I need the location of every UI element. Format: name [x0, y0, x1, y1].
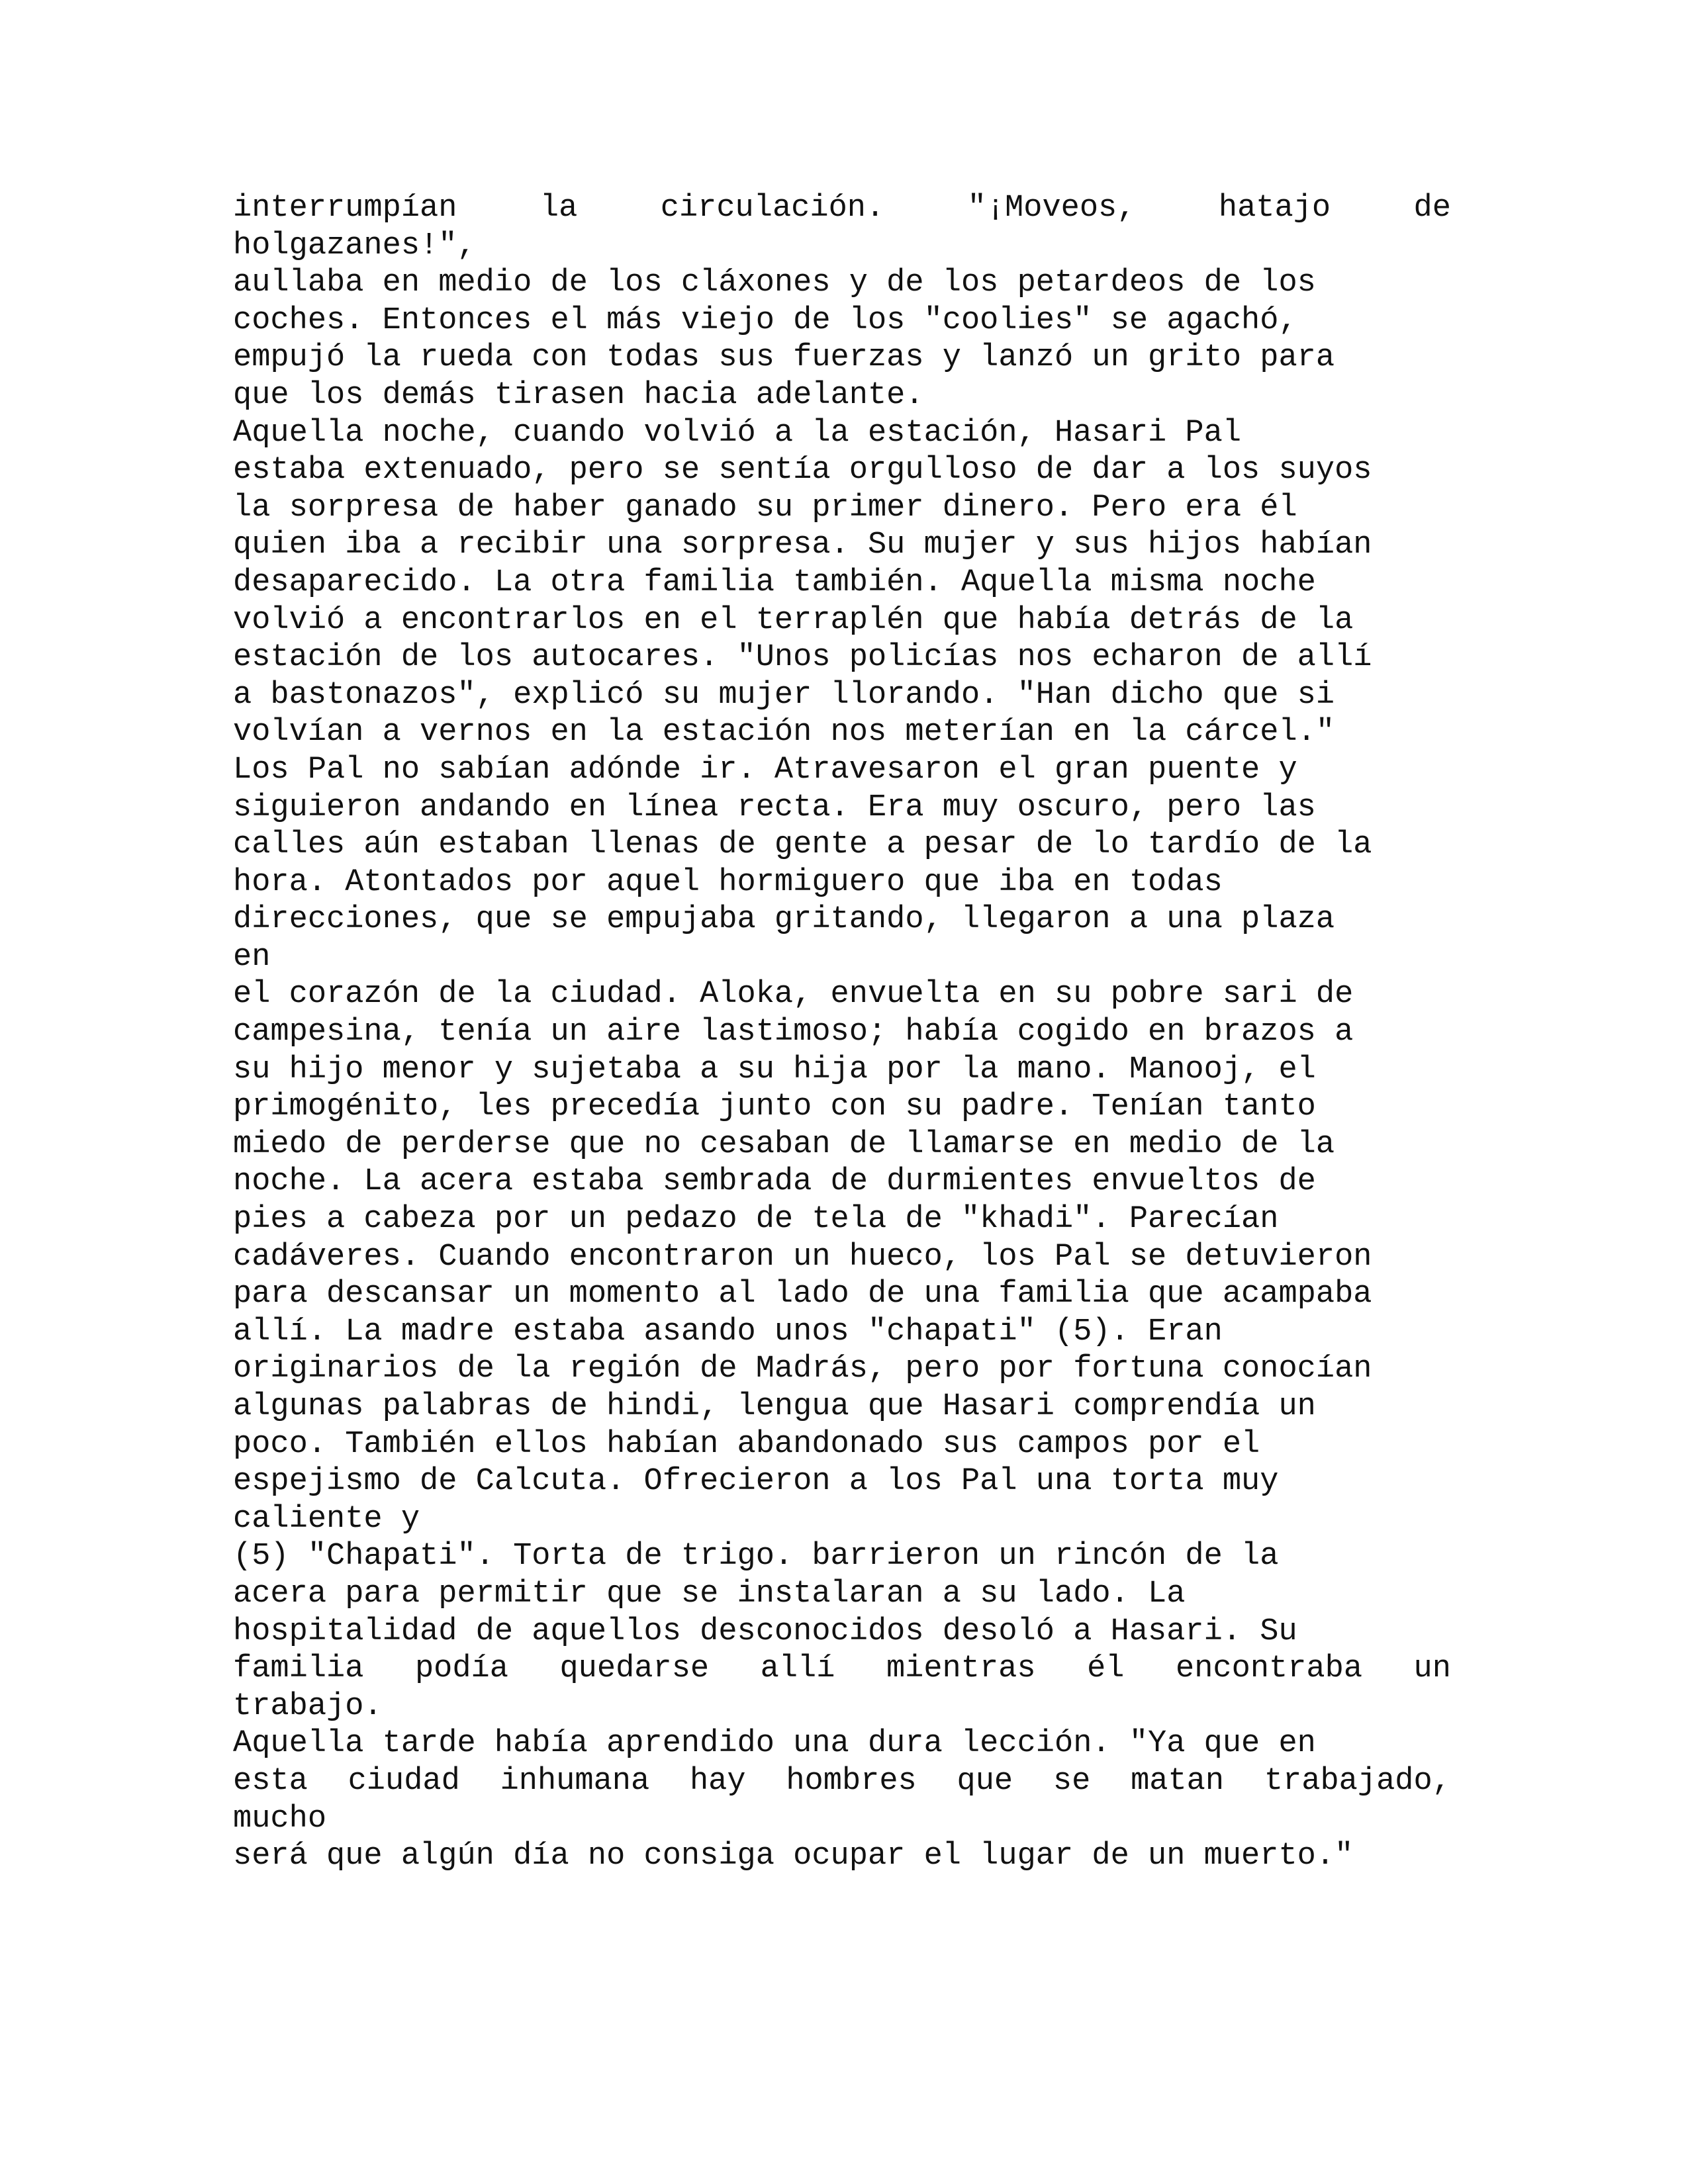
text-line: campesina, tenía un aire lastimoso; había cogido en brazos a [233, 1015, 1354, 1050]
word: trabajado, [1264, 1763, 1451, 1799]
word: quedarse [559, 1651, 710, 1687]
word: encontraba [1176, 1651, 1363, 1687]
text-line: volvió a encontrarlos en el terraplén que había detrás de la [233, 602, 1354, 638]
word: ciudad [348, 1763, 460, 1799]
word: interrumpían [233, 191, 457, 226]
text-line: para descansar un momento al lado de una familia que acampaba [233, 1277, 1372, 1312]
word: de [1413, 191, 1451, 226]
text-line: será que algún día no consiga ocupar el lugar de un muerto." [233, 1839, 1354, 1874]
text-line: originarios de la región de Madrás, pero por fortuna conocían [233, 1351, 1372, 1387]
word: podía [414, 1651, 508, 1687]
word: que [957, 1763, 1013, 1799]
text-line: Los Pal no sabían adónde ir. Atravesaron el gran puente y [233, 752, 1297, 788]
text-line: su hijo menor y sujetaba a su hija por la mano. Manooj, el [233, 1052, 1316, 1087]
text-line: miedo de perderse que no cesaban de llamarse en medio de la [233, 1126, 1335, 1162]
word: un [1413, 1651, 1451, 1687]
text-line: algunas palabras de hindi, lengua que Hasari comprendía un [233, 1389, 1316, 1424]
text-line: (5) "Chapati". Torta de trigo. barrieron un rincón de la [233, 1539, 1279, 1574]
text-lines-group-c [233, 1801, 1451, 1876]
text-line: la sorpresa de haber ganado su primer dinero. Pero era él [233, 490, 1297, 525]
body-text [233, 190, 1451, 1876]
text-line: caliente y [233, 1501, 420, 1537]
text-line: que los demás tirasen hacia adelante. [233, 377, 924, 413]
text-line: el corazón de la ciudad. Aloka, envuelta en su pobre sari de [233, 977, 1354, 1013]
text-lines-group-b [233, 1688, 1451, 1763]
word: "¡Moveos, [967, 191, 1136, 226]
word: mientras [886, 1651, 1036, 1687]
text-line: coches. Entonces el más viejo de los "coolies" se agachó, [233, 302, 1297, 338]
text-line: direcciones, que se empujaba gritando, llegaron a una plaza [233, 902, 1335, 938]
text-line: aullaba en medio de los cláxones y de los petardeos de los [233, 265, 1316, 301]
word: matan [1131, 1763, 1225, 1799]
text-line: siguieron andando en línea recta. Era muy oscuro, pero las [233, 790, 1316, 825]
text-line: estación de los autocares. "Unos policías nos echaron de allí [233, 640, 1372, 676]
word: circulación. [660, 191, 885, 226]
text-line: noche. La acera estaba sembrada de durmientes envueltos de [233, 1164, 1316, 1200]
text-line: trabajo. [233, 1688, 383, 1724]
word: la [539, 191, 578, 226]
word: se [1053, 1763, 1091, 1799]
text-line: acera para permitir que se instalaran a su lado. La [233, 1576, 1186, 1612]
text-line: volvían a vernos en la estación nos meterían en la cárcel." [233, 715, 1335, 751]
text-line: hora. Atontados por aquel hormiguero que iba en todas [233, 864, 1223, 900]
text-line: primogénito, les precedía junto con su padre. Tenían tanto [233, 1089, 1316, 1125]
text-line: empujó la rueda con todas sus fuerzas y lanzó un grito para [233, 340, 1335, 376]
text-line: poco. También ellos habían abandonado sus campos por el [233, 1426, 1260, 1462]
text-line [233, 1651, 1451, 1688]
word: hay [689, 1763, 746, 1799]
text-line: desaparecido. La otra familia también. Aquella misma noche [233, 565, 1316, 600]
text-line [233, 1763, 1451, 1801]
text-line: mucho [233, 1801, 327, 1837]
text-line [233, 190, 1451, 228]
text-line: holgazanes!", [233, 228, 476, 263]
text-line: en [233, 939, 271, 975]
word: esta [233, 1763, 308, 1799]
word: hatajo [1218, 191, 1331, 226]
text-line: hospitalidad de aquellos desconocidos desoló a Hasari. Su [233, 1614, 1297, 1649]
word: él [1087, 1651, 1125, 1687]
text-line: cadáveres. Cuando encontraron un hueco, los Pal se detuvieron [233, 1239, 1372, 1275]
text-line: espejismo de Calcuta. Ofrecieron a los Pal una torta muy [233, 1464, 1279, 1500]
word: hombres [786, 1763, 917, 1799]
text-line: a bastonazos", explicó su mujer llorando. "Han dicho que si [233, 677, 1335, 713]
word: allí [760, 1651, 835, 1687]
text-lines-group-a [233, 228, 1451, 1651]
text-line: quien iba a recibir una sorpresa. Su mujer y sus hijos habían [233, 527, 1372, 563]
text-line: estaba extenuado, pero se sentía orgulloso de dar a los suyos [233, 453, 1372, 488]
word: familia [233, 1651, 364, 1687]
text-line: calles aún estaban llenas de gente a pesar de lo tardío de la [233, 827, 1372, 863]
word: inhumana [500, 1763, 650, 1799]
text-line: allí. La madre estaba asando unos "chapati" (5). Eran [233, 1314, 1223, 1349]
text-line: Aquella noche, cuando volvió a la estación, Hasari Pal [233, 415, 1242, 451]
text-line: Aquella tarde había aprendido una dura lección. "Ya que en [233, 1726, 1316, 1762]
text-line: pies a cabeza por un pedazo de tela de "khadi". Parecían [233, 1202, 1279, 1238]
